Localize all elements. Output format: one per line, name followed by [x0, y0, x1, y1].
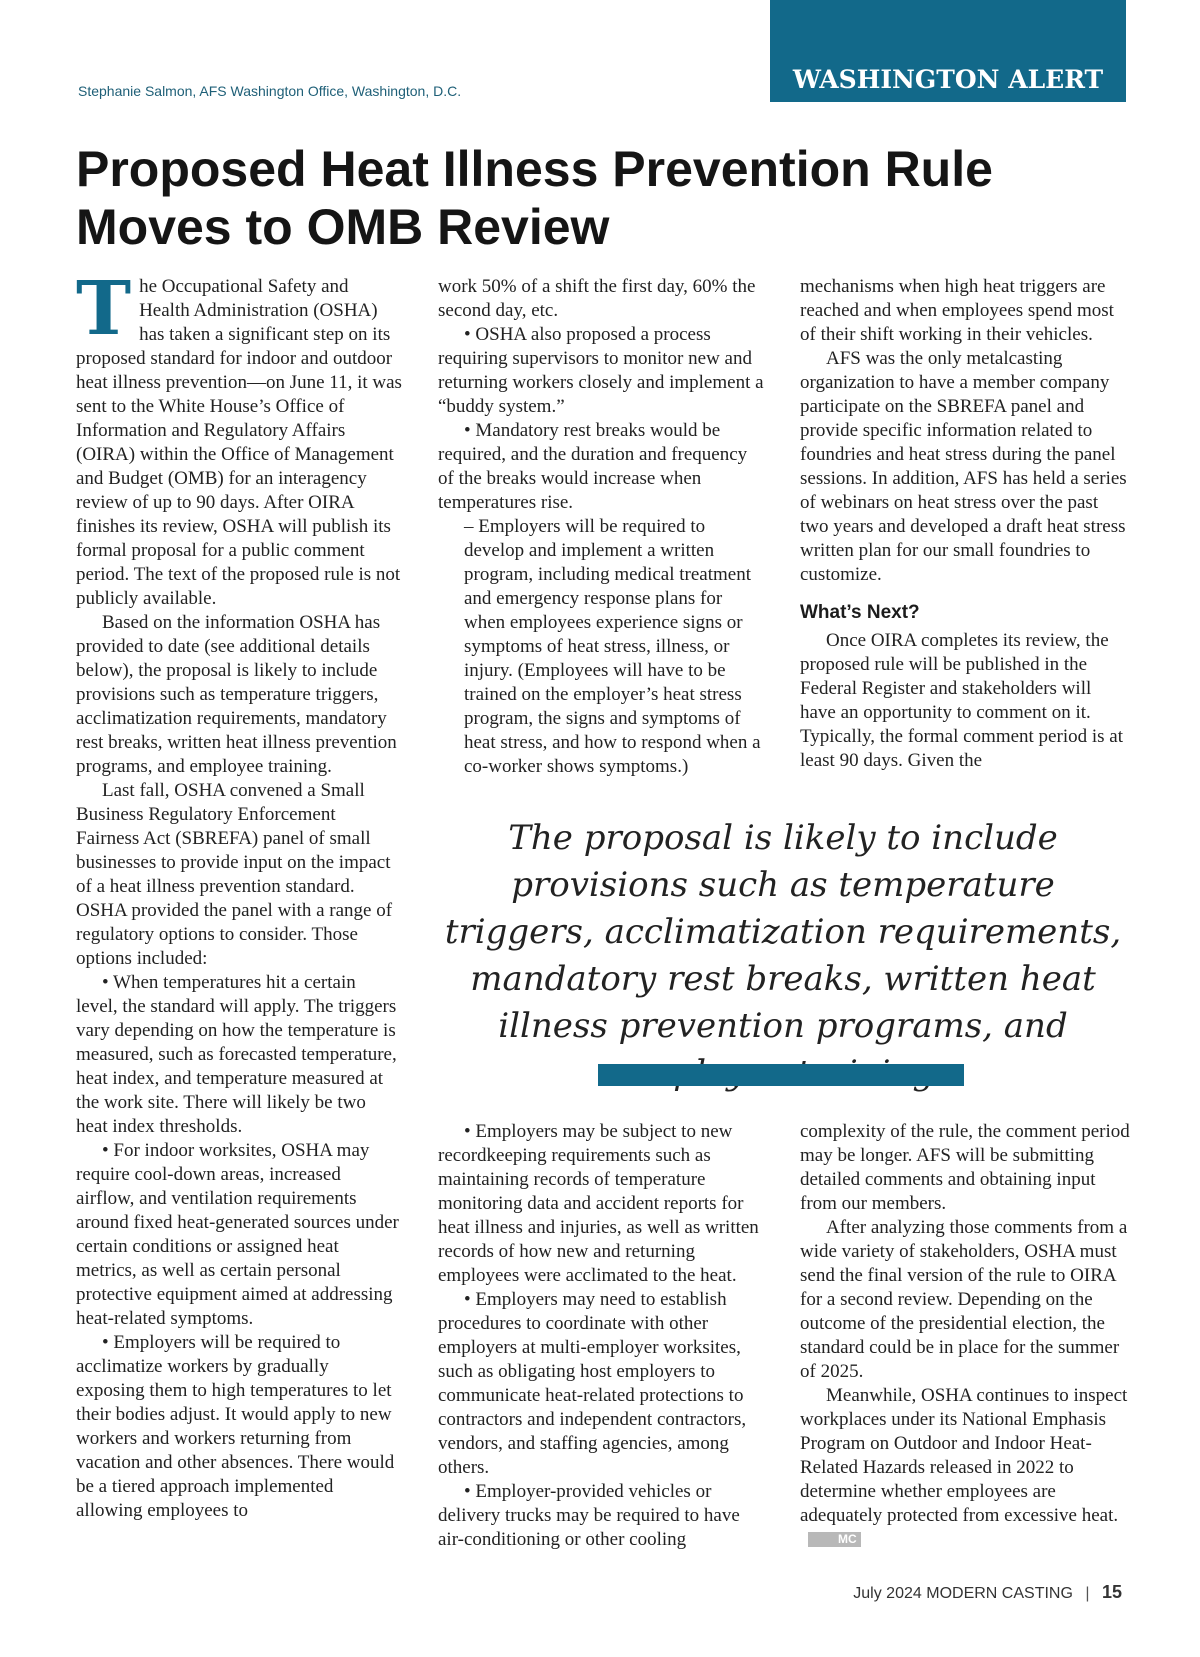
paragraph: AFS was the only metalcasting organization to have a member company participate on the SBREFA panel and provide specific information related to foundries and heat stress during the panel sessions. In addition, AFS has held a series of webinars on heat stress over the past two years and developed a draft heat stress written plan for our small foundries to customize. [800, 348, 1127, 585]
section-banner [770, 0, 1126, 102]
bullet-paragraph: • Mandatory rest breaks would be required, and the duration and frequency of the breaks would increase when temperatures rise. [438, 420, 748, 513]
article-column-3-bottom [800, 1120, 1130, 1552]
bullet-paragraph: • Employer-provided vehicles or delivery trucks may be required to have air-conditioning or other cooling [438, 1481, 740, 1550]
sub-bullet-paragraph: – Employers will be required to develop and implement a written program, including medical treatment and emergency response plans for when employees experience signs or symptoms of heat stress, illness, or injury. (Employees will have to be trained on the employer’s heat stress program, the signs and symptoms of heat stress, and how to respond when a co-worker shows symptoms.) [464, 516, 761, 777]
bullet-paragraph: • OSHA also proposed a process requiring supervisors to monitor new and returning workers closely and implement a “buddy system.” [438, 324, 764, 417]
end-mark-icon: MC [808, 1532, 861, 1547]
byline: Stephanie Salmon, AFS Washington Office, Washington, D.C. [78, 83, 462, 99]
article-column-2-bottom [438, 1120, 764, 1552]
section-label: WASHINGTON ALERT [792, 65, 1104, 94]
paragraph-final [800, 1384, 1130, 1552]
paragraph-intro-text: he Occupational Safety and Health Administration (OSHA) has taken a significant step on its proposed standard for indoor and outdoor heat illness prevention—on June 11, it was sent to the White House’s Office of Information and Regulatory Affairs (OIRA) within the Office of Management and Budget (OMB) for an interagency review of up to 90 days. After OIRA finishes its review, OSHA will publish its formal proposal for a public comment period. The text of the proposed rule is not publicly available. [76, 276, 402, 609]
paragraph: Based on the information OSHA has provided to date (see additional details below), the proposal is likely to include provisions such as temperature triggers, acclimatization requirements, mandatory rest breaks, written heat illness prevention programs, and employee training. [76, 612, 397, 777]
bullet-paragraph: • Employers will be required to acclimatize workers by gradually exposing them to high temperatures to let their bodies adjust. It would apply to new workers and workers returning from vacation and other absences. There would be a tiered approach implemented allowing employees to [76, 1332, 395, 1521]
pull-quote: The proposal is likely to include provisions such as temperature triggers, acclimatization requirements, mandatory rest breaks, written heat illness prevention programs, and [444, 818, 1122, 1046]
page-number: 15 [1101, 1582, 1122, 1602]
paragraph: complexity of the rule, the comment period may be longer. AFS will be submitting detailed comments and obtaining input from our members. [800, 1121, 1130, 1214]
pull-quote-rule [598, 1064, 964, 1086]
headline: Proposed Heat Illness Prevention Rule Moves to OMB Review [76, 141, 993, 255]
drop-cap: T [76, 266, 132, 352]
paragraph-final-text: Meanwhile, OSHA continues to inspect workplaces under its National Emphasis Program on Outdoor and Indoor Heat-Related Hazards released in 2022 to determine whether employees are adequately protected from excessive heat. [800, 1385, 1128, 1526]
page-footer [853, 1582, 1122, 1603]
paragraph-intro [76, 266, 402, 611]
footer-separator: | [1085, 1585, 1090, 1602]
paragraph: After analyzing those comments from a wide variety of stakeholders, OSHA must send the final version of the rule to OIRA for a second review. Depending on the outcome of the presidential election, the standard could be in place for the summer of 2025. [800, 1217, 1128, 1382]
article-column-3-top [800, 275, 1130, 773]
paragraph: mechanisms when high heat triggers are reached and when employees spend most of their shift working in their vehicles. [800, 276, 1114, 345]
article-column-1 [76, 266, 402, 1523]
footer-issue: July 2024 [853, 1585, 922, 1602]
bullet-paragraph: • When temperatures hit a certain level, the standard will apply. The triggers vary depending on how the temperature is measured, such as forecasted temperature, heat index, and temperature measured at the work site. There will likely be two heat index thresholds. [76, 972, 397, 1137]
bullet-paragraph: • For indoor worksites, OSHA may require cool-down areas, increased airflow, and ventilation requirements around fixed heat-generated sources under certain conditions or assigned heat metrics, as well as certain personal protective equipment aimed at addressing heat-related symptoms. [76, 1140, 399, 1329]
bullet-paragraph: • Employers may need to establish procedures to coordinate with other employers at multi-employer worksites, such as obligating host employers to communicate heat-related protections to contractors and independent contractors, vendors, and staffing agencies, among others. [438, 1289, 747, 1478]
paragraph: Once OIRA completes its review, the proposed rule will be published in the Federal Register and stakeholders will have an opportunity to comment on it. Typically, the formal comment period is at least 90 days. Given the [800, 630, 1123, 771]
bullet-paragraph: • Employers may be subject to new recordkeeping requirements such as maintaining records of temperature monitoring data and accident reports for heat illness and injuries, as well as written records of how new and returning employees were acclimated to the heat. [438, 1121, 759, 1286]
paragraph: Last fall, OSHA convened a Small Business Regulatory Enforcement Fairness Act (SBREFA) panel of small businesses to provide input on the impact of a heat illness prevention standard. OSHA provided the panel with a range of regulatory options to consider. Those options included: [76, 780, 393, 969]
article-column-2-top [438, 275, 764, 779]
footer-publication: MODERN CASTING [926, 1585, 1073, 1602]
paragraph: work 50% of a shift the first day, 60% the second day, etc. [438, 276, 756, 321]
whats-next-heading: What’s Next? [800, 602, 920, 623]
